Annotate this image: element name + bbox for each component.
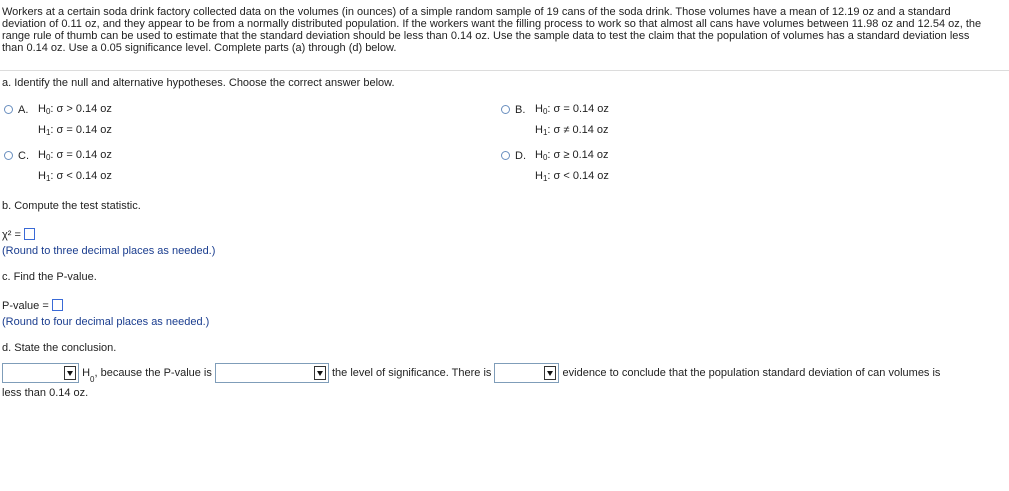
problem-statement: Workers at a certain soda drink factory collected data on the volumes (in ounces) of a simple random sample of 19 cans of the soda drink. Those volumes have a mean of 12.19 oz and a standard deviation of 0.11 oz, and they appear to be from a normally distributed population. If the workers want the filling process to work so that almost all cans have volumes between 11.98 oz and 12.54 oz, the range rule of thumb can be used to estimate that the standard deviation should be less than 0.14 oz. Use the sample data to test the claim that the population of volumes has a standard deviation less than 0.14 oz. Use a 0.05 significance level. Complete parts (a) through (d) below.: [2, 6, 982, 54]
h0-subscript: 0: [542, 107, 548, 116]
evidence-dropdown[interactable]: [494, 363, 559, 383]
option-d-radio[interactable]: [501, 151, 510, 160]
chi-square-label: χ² =: [2, 229, 21, 241]
conclusion-text-4: evidence to conclude that the population standard deviation of can volumes is: [562, 367, 941, 379]
test-statistic-row: [2, 228, 35, 241]
option-b-letter: B.: [515, 104, 526, 116]
h1-symbol: H: [38, 124, 46, 136]
conclusion-text-2: , because the P-value is: [94, 367, 212, 379]
option-b-h1: : σ ≠ 0.14 oz: [547, 124, 609, 136]
conclusion-h: H: [82, 367, 91, 379]
p-value-row: [2, 299, 63, 312]
conclusion-row: [2, 363, 940, 384]
option-c-h0: : σ = 0.14 oz: [50, 149, 112, 161]
part-a-label: a. Identify the null and alternative hypotheses. Choose the correct answer below.: [2, 77, 395, 89]
option-c-letter: C.: [18, 150, 29, 162]
option-b[interactable]: [501, 104, 609, 142]
option-b-radio[interactable]: [501, 105, 510, 114]
conclusion-h-subscript: 0: [90, 374, 95, 384]
chevron-down-icon[interactable]: [64, 366, 76, 380]
h1-symbol: H: [535, 170, 543, 182]
option-d-h0: : σ ≥ 0.14 oz: [547, 149, 609, 161]
part-c-label: c. Find the P-value.: [2, 271, 97, 283]
option-a-h0: : σ > 0.14 oz: [50, 103, 112, 115]
part-d-label: d. State the conclusion.: [2, 342, 117, 354]
part-b-label: b. Compute the test statistic.: [2, 200, 141, 212]
option-a-letter: A.: [18, 104, 29, 116]
h0-symbol: H: [535, 149, 543, 161]
option-b-h0: : σ = 0.14 oz: [547, 103, 609, 115]
h1-subscript: 1: [45, 128, 51, 137]
h0-symbol: H: [535, 103, 543, 115]
h1-symbol: H: [38, 170, 46, 182]
comparison-dropdown[interactable]: [215, 363, 329, 383]
p-value-input[interactable]: [52, 299, 63, 311]
option-d[interactable]: [501, 150, 609, 188]
chevron-down-icon[interactable]: [544, 366, 556, 380]
option-a-h1: : σ = 0.14 oz: [50, 124, 112, 136]
option-c[interactable]: [4, 150, 112, 188]
option-c-h1: : σ < 0.14 oz: [50, 170, 112, 182]
h0-subscript: 0: [542, 153, 548, 162]
h0-subscript: 0: [45, 153, 51, 162]
conclusion-text-3: the level of significance. There is: [332, 367, 492, 379]
p-value-label: P-value =: [2, 300, 49, 312]
h0-symbol: H: [38, 149, 46, 161]
h1-symbol: H: [535, 124, 543, 136]
h1-subscript: 1: [542, 128, 548, 137]
option-d-h1: : σ < 0.14 oz: [547, 170, 609, 182]
option-a[interactable]: [4, 104, 112, 142]
option-c-radio[interactable]: [4, 151, 13, 160]
h0-subscript: 0: [45, 107, 51, 116]
option-d-letter: D.: [515, 150, 526, 162]
h0-symbol: H: [38, 103, 46, 115]
option-a-radio[interactable]: [4, 105, 13, 114]
conclusion-text-5: less than 0.14 oz.: [2, 387, 89, 399]
reject-decision-dropdown[interactable]: [2, 363, 79, 383]
test-statistic-input[interactable]: [24, 228, 35, 240]
chevron-down-icon[interactable]: [314, 366, 326, 380]
h1-subscript: 1: [45, 174, 51, 183]
divider: [0, 70, 1009, 71]
part-b-hint: (Round to three decimal places as needed.): [2, 245, 216, 257]
part-c-hint: (Round to four decimal places as needed.): [2, 316, 210, 328]
h1-subscript: 1: [542, 174, 548, 183]
